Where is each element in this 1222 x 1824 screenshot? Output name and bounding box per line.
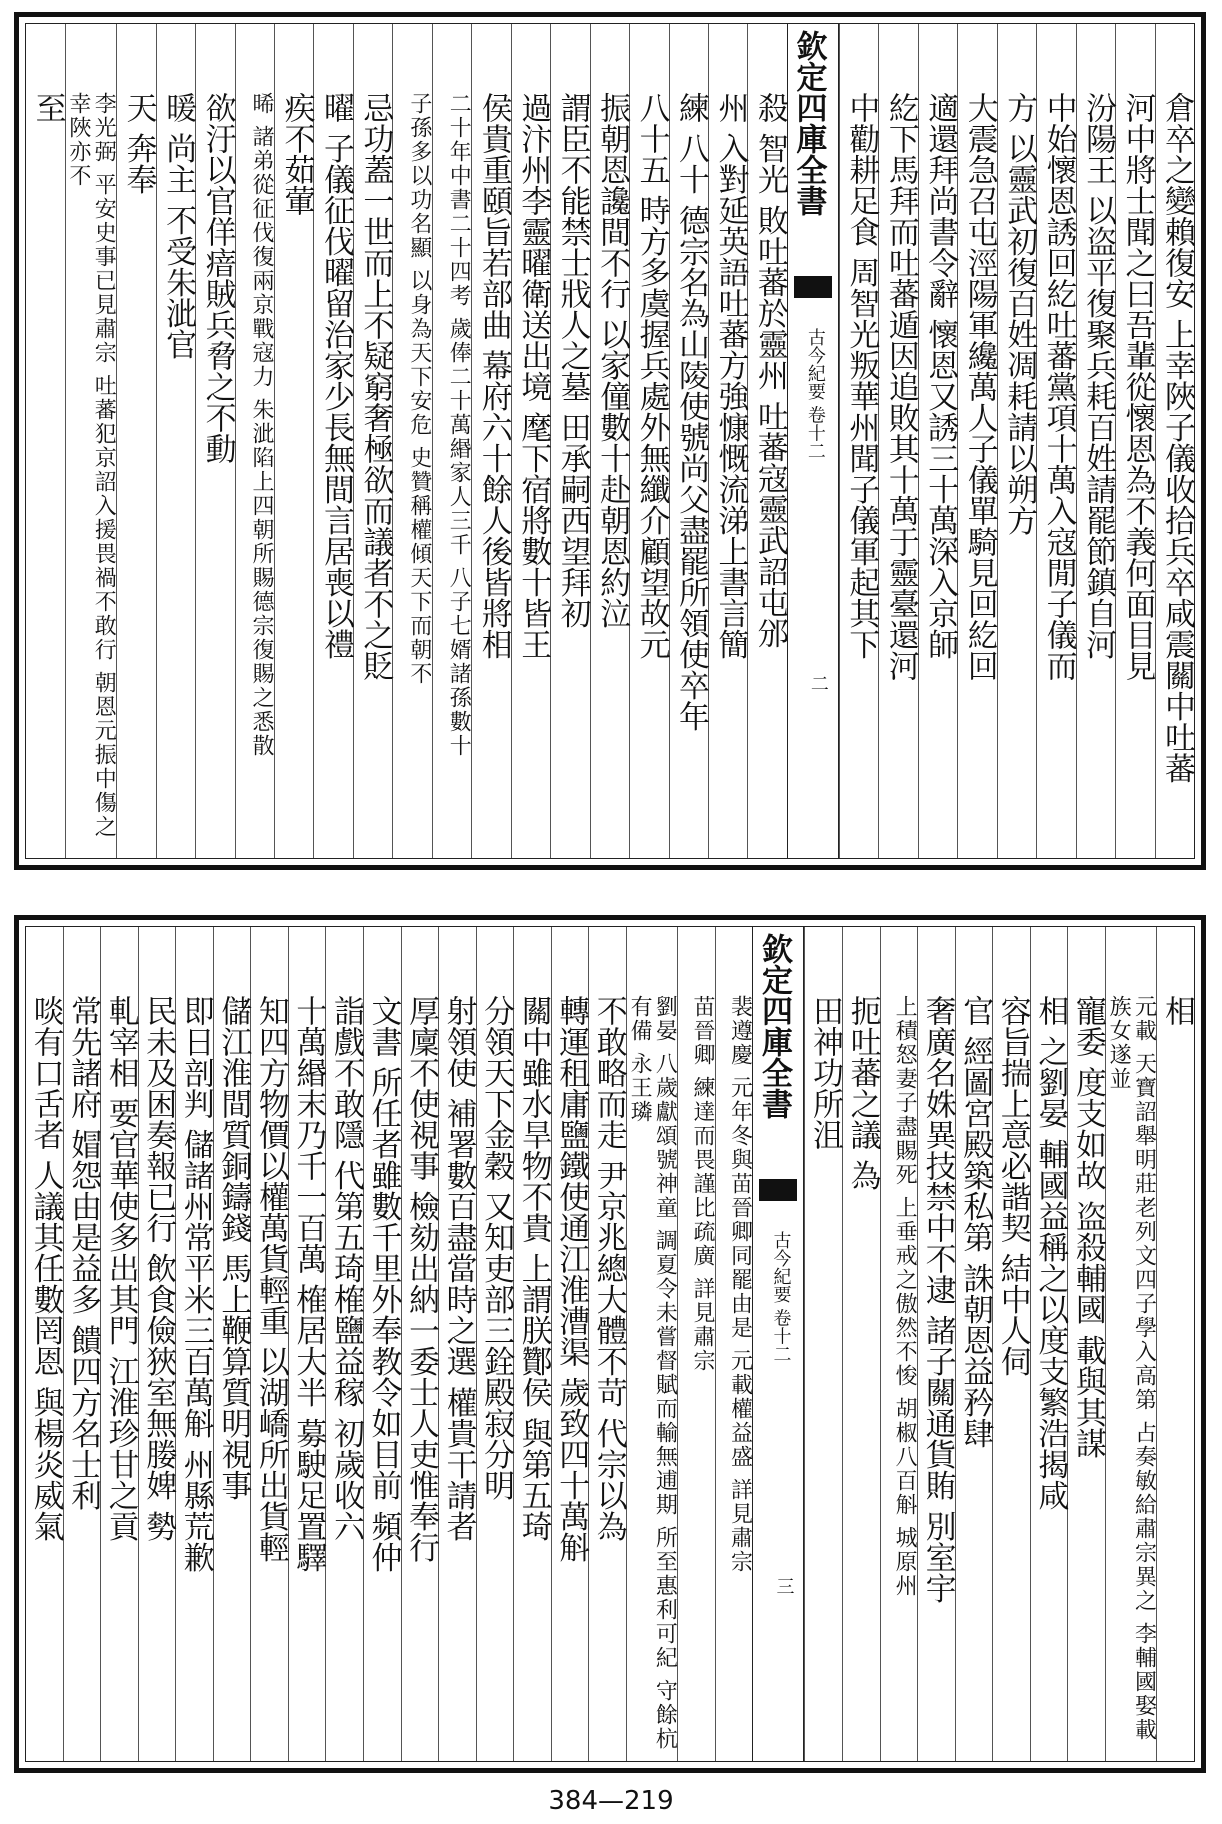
text-column: 曜 子儀征伐曜留治家少長無間言居喪以禮 [313,24,352,858]
text-column: 州 入對延英語吐蕃方強慷慨流涕上書言簡 [708,24,747,858]
text-column: 詣戲不敢隱 代第五琦榷鹽益稼 初歲收六 [325,927,363,1761]
text-column: 二十年中書二十四考 歲俸二十萬緡家人三千 八子七婿諸孫數十 [432,24,471,858]
text-column: 知四方物價以權萬貨輕重 以湖嶠所出貨輕 [250,927,288,1761]
text-column: 田神功所沮 [804,927,842,1761]
text-column: 即日剖判 儲諸州常平米三百萬斛 州縣荒歉 [175,927,213,1761]
text-column: 常先諸府 媢怨由是益多 饋四方名士利 [63,927,101,1761]
text-column: 苗晉卿 練達而畏謹比疏廣 詳見肅宗 [677,927,715,1761]
volume-label: 古今紀要 卷十二 [804,328,826,460]
fishtail-mark [759,1179,797,1201]
text-columns-bottom [26,927,1194,1761]
text-column: 欲汙以官佯瘖賊兵脅之不動 [195,24,234,858]
text-column: 振朝恩讒間不行 以家僮數十赴朝恩約泣 [590,24,629,858]
text-column: 奢廣名姝異技禁中不逮 諸子關通貨賄 別室宇 [917,927,955,1761]
text-column: 關中雖水旱物不貴 上謂朕酇侯 與第五琦 [513,927,551,1761]
text-column: 軋宰相 要官華使多出其門 江淮珍甘之貢 [100,927,138,1761]
text-column: 射領使 補署數百盡當時之選 權貴干請者 [438,927,476,1761]
text-column: 相 之劉晏 輔國益稱之以度支繁浩揭咸 [1030,927,1068,1761]
text-column: 紇下馬拜而吐蕃遁因追敗其十萬于靈臺還河 [878,24,917,858]
text-column: 殺 智光 敗吐蕃於靈州 吐蕃寇靈武詔屯邠 [747,24,786,858]
text-column: 練 八十 德宗名為山陵使號尚父盡罷所領使卒年 [669,24,708,858]
text-column: 疾不茹葷 [274,24,313,858]
text-column: 汾陽王 以盗平復聚兵耗百姓請罷節鎮自河 [1076,24,1115,858]
scan-page-number: 384—219 [548,1786,674,1816]
text-column: 天 奔奉 [116,24,155,858]
text-columns-top [26,24,1194,858]
text-column: 裴遵慶 元年冬與苗晉卿同罷由是 元載權益盛 詳見肅宗 [715,927,753,1761]
bottom-page [14,915,1206,1773]
text-column: 子孫多以功名顯 以身為天下安危 史贊稱權傾天下而朝不 [392,24,431,858]
text-column: 暖 尚主 不受朱泚官 [156,24,195,858]
text-column: 劉晏 八歲獻頌號神童 調夏令未嘗督賦而輸無逋期 所至惠利可紀 守餘杭有備 永王璘 [626,927,678,1761]
fishtail-mark [794,276,832,298]
text-column: 晞 諸弟從征伐復兩京戰寇力 朱泚陷上四朝所賜德宗復賜之悉散 [235,24,274,858]
text-column: 過汴州李靈曜衛送出境 麾下宿將數十皆王 [511,24,550,858]
text-column: 民未及困奏報已行 飲食儉狹室無媵婢 勢 [138,927,176,1761]
text-column: 分領天下金穀 又知吏部三銓殿寂分明 [476,927,514,1761]
text-column: 文書 所任者雖數千里外奉教令如目前 頻仲 [363,927,401,1761]
text-column: 相 [1156,927,1194,1761]
book-title: 欽定四庫全書 [790,30,827,216]
text-column: 啖有口舌者 人議其任數罔恩 與楊炎威氣 [27,995,64,1542]
text-column: 謂臣不能禁士戕人之墓 田承嗣西望拜初 [550,24,589,858]
text-column: 儲江淮間質銅鑄錢 馬上鞭算質明視事 [213,927,251,1761]
text-column: 中始懷恩誘回紇吐蕃黨項十萬入寇閒子儀而 [1036,24,1075,858]
text-column: 侯貴重頤旨若部曲 幕府六十餘人後皆將相 [471,24,510,858]
text-column: 上積怒妻子盡賜死 上垂戒之傲然不悛 胡椒八百斛 城原州 [880,927,918,1761]
page-frame [25,23,1195,859]
text-column: 十萬緡末乃千一百萬 榷居大半 募駛足置驛 [288,927,326,1761]
text-column: 扼吐蕃之議 為 [842,927,880,1761]
page-frame [25,926,1195,1762]
text-column: 忌功蓋一世而上不疑窮奢極欲而議者不之貶 [353,24,392,858]
text-column: 厚廩不使視事 檢劾出納一委士人吏惟奉行 [401,927,439,1761]
text-column: 寵委 度支如故 盗殺輔國 載與其謀 [1067,927,1105,1761]
text-column: 倉卒之變賴復安 上幸陜子儀收拾兵卒咸震關中吐蕃 [1155,24,1194,858]
volume-label: 古今紀要 卷十二 [770,1231,792,1363]
text-column: 不敢略而走 尹京兆總大體不苛 代宗以為 [588,927,626,1761]
text-column: 中勸耕足食 周智光叛華州聞子儀軍起其下 [839,24,878,858]
book-title: 欽定四庫全書 [756,933,793,1119]
text-column: 河中將士聞之曰吾輩從懷恩為不義何面目見 [1115,24,1154,858]
text-column: 八十五 時方多虞握兵處外無纖介顧望故元 [629,24,668,858]
text-column: 官 經圖宮殿築私第 誅朝恩益矜肆 [955,927,993,1761]
center-gutter [752,927,804,1761]
text-column: 大震急召屯涇陽軍纔萬人子儀單騎見回紇回 [957,24,996,858]
page-number: 二 [807,674,829,692]
text-column: 李光弼 平安史事已見肅宗 吐蕃犯京詔入援畏禍不敢行 朝恩元振中傷之 幸陜亦不 [65,24,117,858]
text-column: 至 [29,92,66,123]
text-column: 方 以靈武初復百姓凋耗請以朔方 [997,24,1036,858]
page-number: 三 [773,1577,795,1595]
text-column: 適還拜尚書令辭 懷恩又誘三十萬深入京師 [918,24,957,858]
text-column: 容旨揣上意必諧契 結中人伺 [992,927,1030,1761]
center-gutter [787,24,839,858]
text-column: 元載 天寶詔舉明莊老列文四子學入高第 占奏敏給肅宗異之 李輔國娶載族女遂並 [1105,927,1157,1761]
text-column: 轉運租庸鹽鐵使通江淮漕渠 歲致四十萬斛 [551,927,589,1761]
top-page [14,12,1206,870]
